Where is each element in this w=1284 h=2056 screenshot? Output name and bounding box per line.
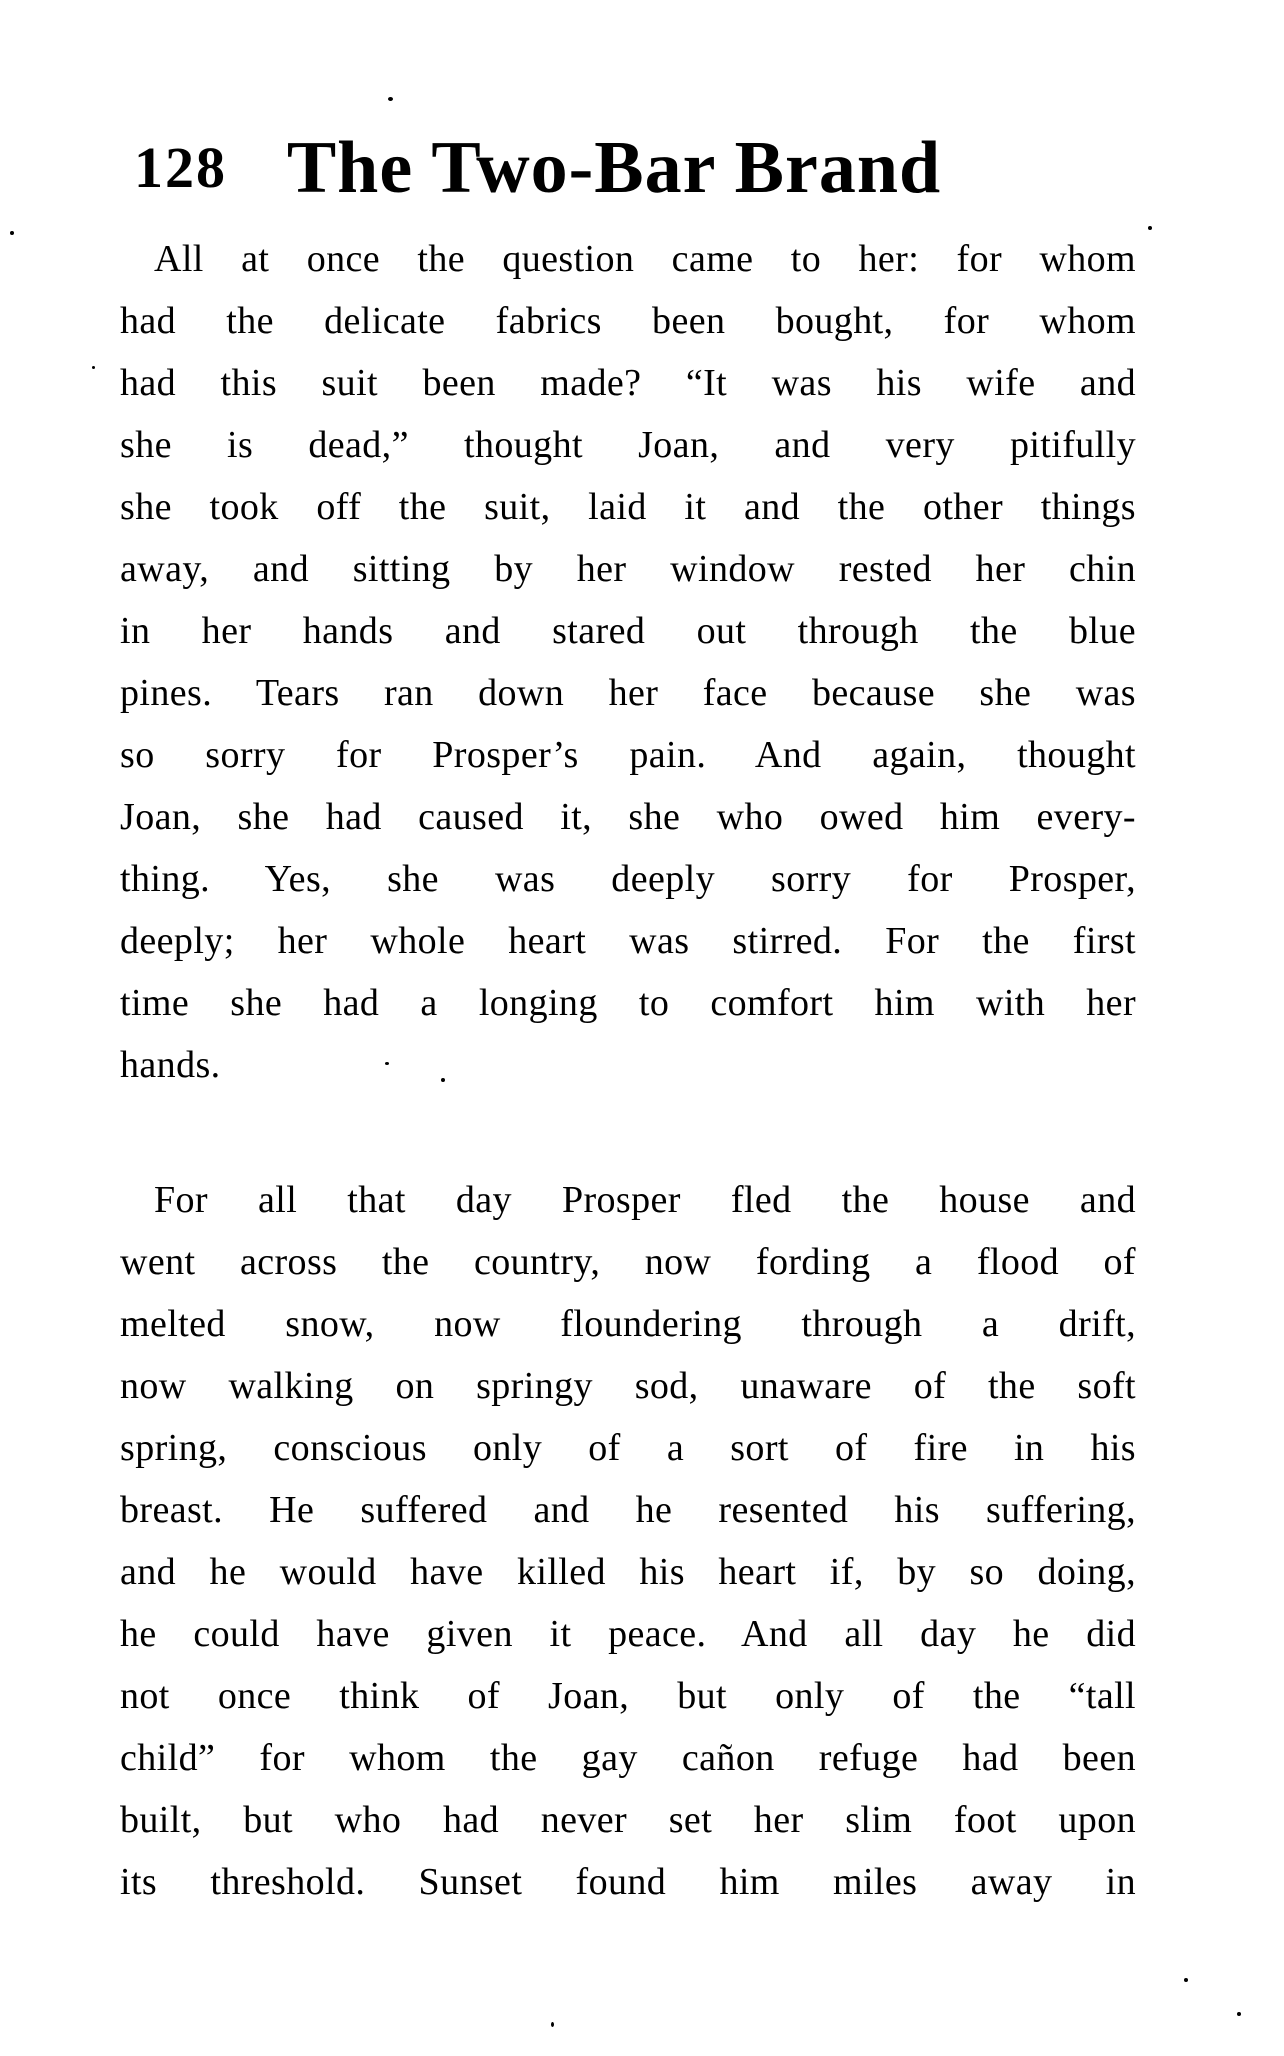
- scan-speck: [1184, 1978, 1188, 1982]
- text-line: in her hands and stared out through the blue: [120, 610, 1136, 652]
- page-number: 128: [134, 135, 227, 200]
- text-line: she is dead,” thought Joan, and very pitifully: [120, 424, 1136, 466]
- paragraph: [120, 228, 1136, 1096]
- text-line: child” for whom the gay cañon refuge had been: [120, 1737, 1136, 1779]
- text-line: All at once the question came to her: for whom: [154, 238, 1136, 280]
- scan-speck: [1237, 2012, 1241, 2016]
- text-line: not once think of Joan, but only of the “tall: [120, 1675, 1136, 1717]
- text-line: so sorry for Prosper’s pain. And again, thought: [120, 734, 1136, 776]
- page-header: [120, 126, 1136, 210]
- scan-speck: [441, 1078, 445, 1082]
- text-line: its threshold. Sunset found him miles away in: [120, 1861, 1136, 1903]
- text-line: now walking on springy sod, unaware of the soft: [120, 1365, 1136, 1407]
- text-line: went across the country, now fording a flood of: [120, 1241, 1136, 1283]
- paragraph: [120, 1169, 1136, 1913]
- text-line: deeply; her whole heart was stirred. For the first: [120, 920, 1136, 962]
- text-line: thing. Yes, she was deeply sorry for Prosper,: [120, 858, 1136, 900]
- text-line: built, but who had never set her slim foot upon: [120, 1799, 1136, 1841]
- text-line: time she had a longing to comfort him with her: [120, 982, 1136, 1024]
- text-line: she took off the suit, laid it and the other things: [120, 486, 1136, 528]
- scan-speck: [1148, 226, 1152, 230]
- scan-speck: [388, 97, 393, 101]
- text-line: Joan, she had caused it, she who owed him every-: [120, 796, 1136, 838]
- scan-speck: [92, 366, 95, 369]
- text-line: hands.: [120, 1044, 221, 1086]
- body-text: [120, 228, 1136, 1913]
- scan-speck: [10, 231, 14, 235]
- text-line: spring, conscious only of a sort of fire in his: [120, 1427, 1136, 1469]
- text-line: had this suit been made? “It was his wife and: [120, 362, 1136, 404]
- text-line: had the delicate fabrics been bought, for whom: [120, 300, 1136, 342]
- text-line: melted snow, now floundering through a drift,: [120, 1303, 1136, 1345]
- running-title: The Two-Bar Brand: [286, 127, 942, 209]
- text-line: away, and sitting by her window rested her chin: [120, 548, 1136, 590]
- text-line: pines. Tears ran down her face because she was: [120, 672, 1136, 714]
- text-line: and he would have killed his heart if, by so doing,: [120, 1551, 1136, 1593]
- text-line: breast. He suffered and he resented his suffering,: [120, 1489, 1136, 1531]
- scan-speck: [551, 2022, 554, 2027]
- text-line: he could have given it peace. And all day he did: [120, 1613, 1136, 1655]
- text-line: For all that day Prosper fled the house and: [154, 1179, 1136, 1221]
- scan-speck: [385, 1062, 389, 1065]
